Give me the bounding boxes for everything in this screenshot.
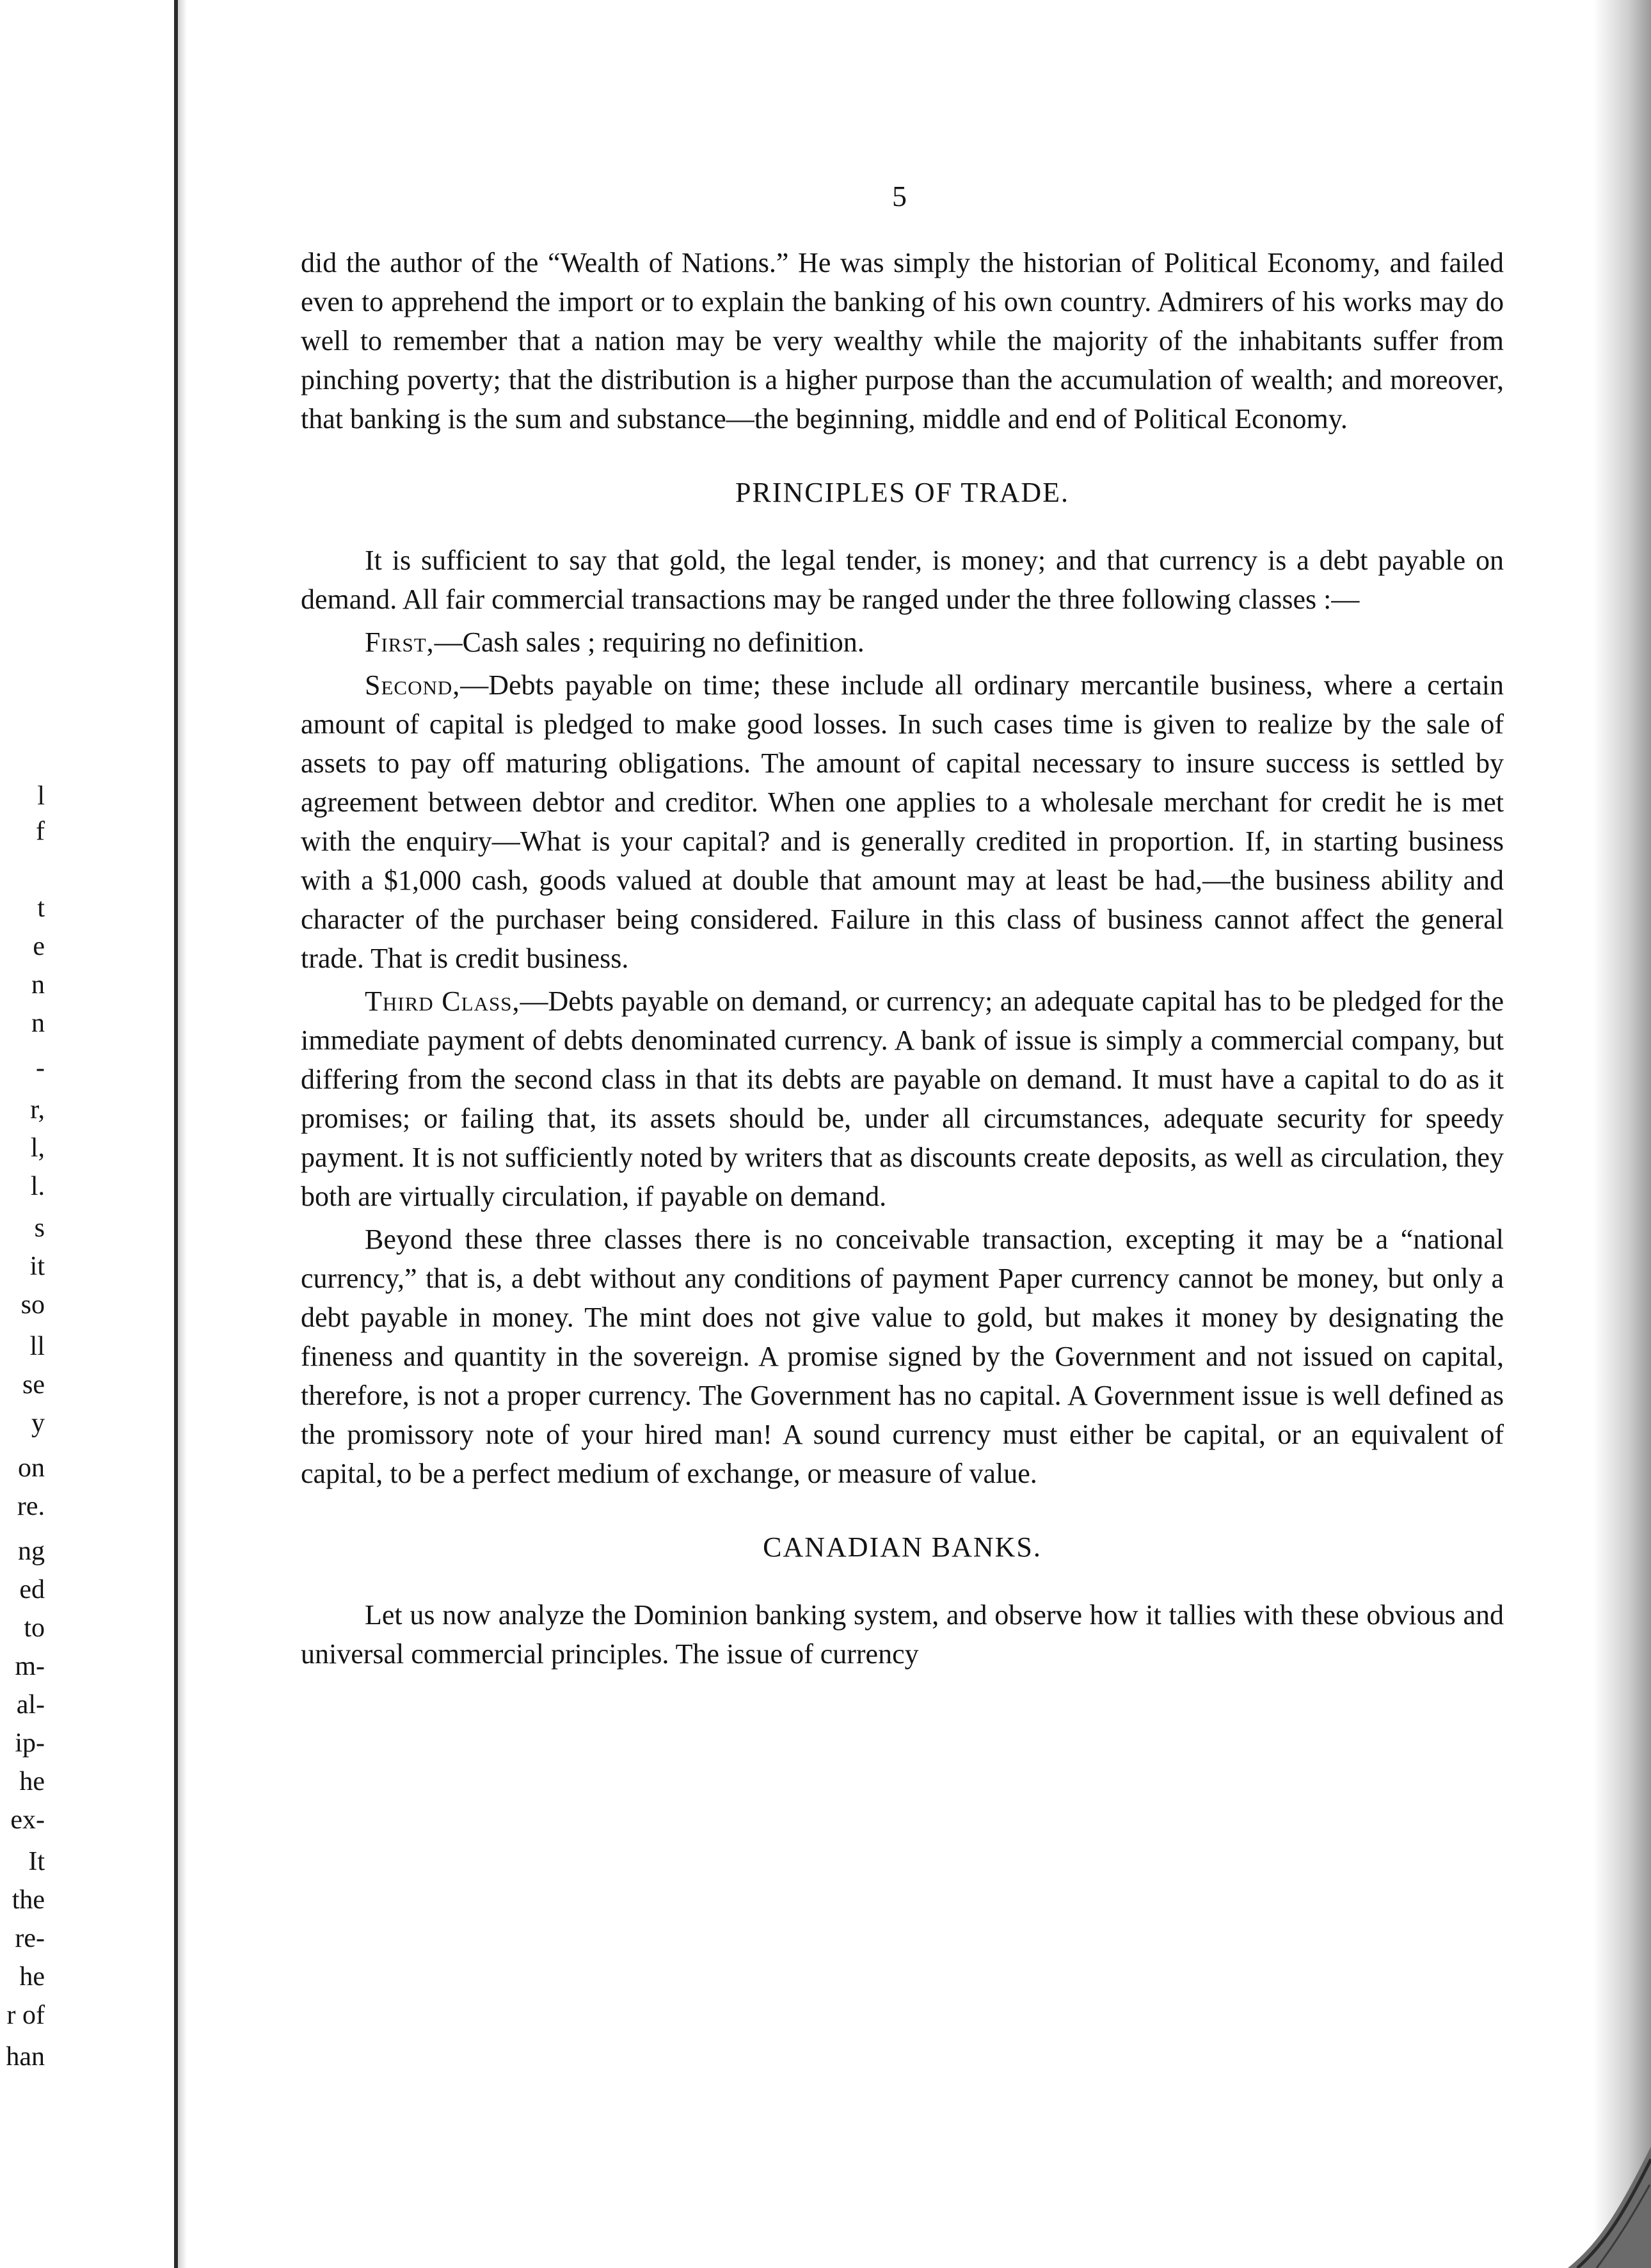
right-edge-shadow xyxy=(1593,0,1651,2268)
beyond-classes-paragraph: Beyond these three classes there is no conceivable transaction, excepting it may be a “national currency,” that is, a debt without any conditions of payment Paper currency cannot be money, but only a debt payable in money. The mint does not give value to gold, but makes it money by designating the fineness and quantity in the sovereign. A promise signed by the Government and not issued on capital, therefore, is not a proper currency. The Government has no capital. A Government issue is well defined as the promissory note of your hired man! A sound currency must either be capital, or an equivalent of capital, to be a perfect medium of exchange, or measure of value. xyxy=(301,1224,1504,1489)
facing-page-fragment: n xyxy=(31,1009,45,1038)
facing-page-fragment: r, xyxy=(30,1095,45,1124)
first-class-paragraph xyxy=(301,623,1504,662)
facing-page-fragment: ll xyxy=(29,1332,45,1361)
section-heading-canadian-banks: CANADIAN BANKS. xyxy=(763,1531,1042,1563)
facing-page-fragment: re. xyxy=(17,1492,45,1521)
facing-page-fragment: se xyxy=(22,1370,45,1400)
facing-page-fragment: ip- xyxy=(15,1729,45,1758)
facing-page-fragment: he xyxy=(19,1767,45,1796)
facing-page-fragment: re- xyxy=(15,1924,45,1953)
second-class-paragraph xyxy=(301,666,1504,978)
facing-page-fragment: ex- xyxy=(10,1805,45,1835)
facing-page-fragment: han xyxy=(6,2042,45,2072)
facing-page-fragment: al- xyxy=(16,1690,45,1720)
third-class-paragraph xyxy=(301,982,1504,1216)
facing-page-fragment: e xyxy=(33,932,45,961)
second-class-label: Second, xyxy=(365,669,461,701)
section-heading-principles-of-trade: PRINCIPLES OF TRADE. xyxy=(735,477,1070,508)
facing-page-fragment: to xyxy=(24,1613,45,1643)
principles-intro-paragraph: It is sufficient to say that gold, the legal tender, is money; and that currency is a debt payable on demand. All fair commercial transactions may be ranged under the three following classes :— xyxy=(301,545,1504,615)
page-number: 5 xyxy=(892,180,907,212)
facing-page-fragment: n xyxy=(31,970,45,1000)
facing-page-fragment: on xyxy=(18,1453,45,1483)
facing-page-fragment: so xyxy=(20,1290,45,1320)
facing-page-fragment: ed xyxy=(19,1575,45,1604)
third-class-text: —Debts payable on demand, or currency; an adequate capital has to be pledged for the immediate payment of debts denominated currency. A bank of issue is simply a commercial company, but differing from the second class in that its debts are payable on demand. It must have a capital to do as it promises; or failing that, its assets should be, under all circumstances, adequate security for speedy payment. It is not sufficiently noted by writers that as discounts create deposits, as well as circulation, they both are virtually circulation, if payable on demand. xyxy=(301,986,1504,1212)
second-class-text: —Debts payable on time; these include all ordinary mercantile business, where a certain amount of capital is pledged to make good losses. In such cases time is given to realize by the sale of assets to pay off maturing obligations. The amount of capital necessary to insure success is settled by agreement between debtor and creditor. When one applies to a wholesale merchant for credit he is met with the enquiry—What is your capital? and is generally credited in proportion. If, in starting business with a $1,000 cash, goods valued at double that amount may at least be had,—the business ability and character of the purchaser being considered. Failure in this class of business cannot affect the general trade. That is credit business. xyxy=(301,669,1504,974)
facing-page-fragment: l. xyxy=(30,1172,45,1201)
page-body xyxy=(301,186,1504,1673)
facing-page-fragments xyxy=(0,0,51,2268)
facing-page-fragment: y xyxy=(31,1409,45,1438)
first-class-text: —Cash sales ; requiring no definition. xyxy=(434,627,865,658)
facing-page-fragment: he xyxy=(19,1962,45,1992)
first-class-label: First, xyxy=(365,627,435,658)
facing-page-fragment: ng xyxy=(18,1537,45,1566)
facing-page-edge xyxy=(0,0,173,2268)
gutter-shadow xyxy=(178,0,187,2268)
facing-page-fragment: l xyxy=(37,781,45,811)
canadian-banks-paragraph: Let us now analyze the Dominion banking system, and observe how it tallies with these obvious and universal commercial principles. The issue of currency xyxy=(301,1599,1504,1670)
facing-page-fragment: - xyxy=(36,1053,45,1083)
opening-paragraph: did the author of the “Wealth of Nations.” He was simply the historian of Political Economy, and failed even to apprehend the import or to explain the banking of his own country. Admirers of his works may do well to remember that a nation may be very wealthy while the majority of the inhabitants suffer from pinching poverty; that the distribution is a higher purpose than the accumulation of wealth; and moreover, that banking is the sum and substance—the beginning, middle and end of Political Economy. xyxy=(301,247,1504,435)
facing-page-fragment: It xyxy=(28,1847,45,1876)
facing-page-fragment: l, xyxy=(30,1133,45,1163)
facing-page-fragment: t xyxy=(37,893,45,923)
facing-page-fragment: the xyxy=(12,1885,45,1915)
facing-page-fragment: m- xyxy=(15,1652,45,1681)
facing-page-fragment: f xyxy=(36,817,45,846)
facing-page-fragment: it xyxy=(29,1252,45,1281)
facing-page-fragment: r of xyxy=(6,2000,45,2030)
page-corner-curl xyxy=(1542,2146,1651,2268)
third-class-label: Third Class, xyxy=(365,986,520,1017)
facing-page-fragment: s xyxy=(34,1213,45,1243)
